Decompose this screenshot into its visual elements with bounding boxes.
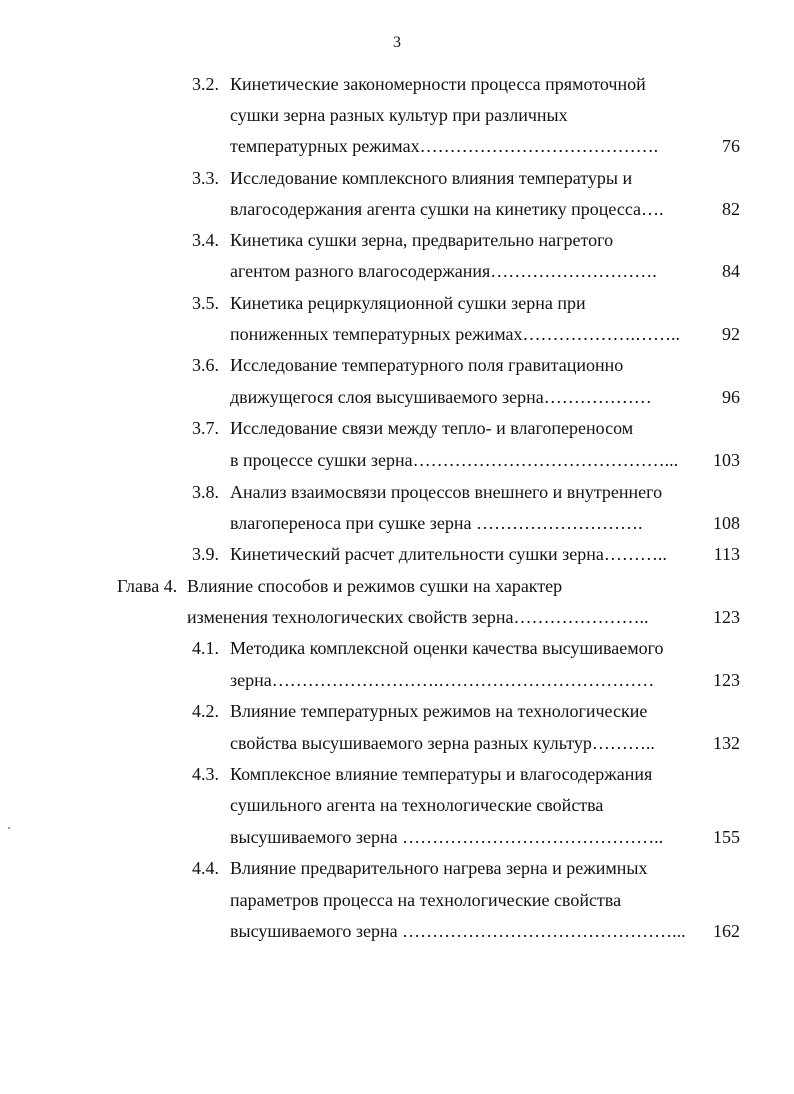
scan-speck [8, 827, 10, 829]
entry-title-line: Влияние температурных режимов на технологические [230, 701, 648, 721]
toc-entry-3-6 [0, 353, 794, 377]
toc-entry-line [0, 793, 794, 817]
toc-entry-4-3 [0, 762, 794, 786]
toc-entry-3-9 [0, 542, 794, 566]
toc-entry-line [0, 731, 794, 755]
toc-entry-line [0, 825, 794, 849]
entry-title-line: в процессе сушки зерна……………………………………... [230, 450, 679, 470]
entry-page: 155 [713, 827, 740, 847]
entry-page: 96 [722, 387, 740, 407]
entry-page: 113 [713, 544, 740, 564]
entry-number: 3.4. [192, 230, 219, 250]
toc-chapter-4 [0, 574, 794, 598]
toc-entry-line [0, 448, 794, 472]
entry-title-line: параметров процесса на технологические свойства [230, 890, 622, 910]
toc-entry-line [0, 605, 794, 629]
entry-title-line: влагопереноса при сушке зерна ………………………. [230, 513, 643, 533]
chapter-number: Глава 4. [117, 576, 178, 596]
entry-title-line: Исследование связи между тепло- и влагопереносом [230, 418, 634, 438]
entry-title-line: температурных режимах…………………………………. [230, 136, 659, 156]
entry-title-line: движущегося слоя высушиваемого зерна……………… [230, 387, 652, 407]
entry-page: 132 [713, 733, 740, 753]
toc-entry-line [0, 197, 794, 221]
entry-page: 162 [713, 921, 740, 941]
toc-entry-4-4 [0, 856, 794, 880]
toc-entry-line [0, 888, 794, 912]
entry-title-line: Методика комплексной оценки качества высушиваемого [230, 638, 664, 658]
toc-entry-line [0, 259, 794, 283]
entry-title-line: Кинетические закономерности процесса прямоточной [230, 74, 646, 94]
entry-page: 82 [722, 199, 740, 219]
entry-title-line: сушки зерна разных культур при различных [230, 105, 568, 125]
chapter-title-line: изменения технологических свойств зерна………………….. [187, 607, 649, 627]
entry-number: 3.3. [192, 168, 219, 188]
entry-title-line: сушильного агента на технологические свойства [230, 795, 604, 815]
entry-title-line: Анализ взаимосвязи процессов внешнего и внутреннего [230, 482, 663, 502]
toc-entry-4-2 [0, 699, 794, 723]
entry-title-line: Кинетика сушки зерна, предварительно нагретого [230, 230, 614, 250]
entry-page: 76 [722, 136, 740, 156]
entry-number: 3.2. [192, 74, 219, 94]
toc-entry-line [0, 385, 794, 409]
toc-entry-3-7 [0, 416, 794, 440]
toc-entry-3-4 [0, 228, 794, 252]
entry-title-line: Кинетический расчет длительности сушки зерна……….. [230, 544, 667, 564]
page-number: 3 [393, 34, 401, 51]
toc-entry-line [0, 919, 794, 943]
entry-number: 3.7. [192, 418, 219, 438]
entry-page: 92 [722, 324, 740, 344]
entry-title-line: Исследование комплексного влияния температуры и [230, 168, 633, 188]
entry-number: 3.6. [192, 355, 219, 375]
toc-entry-line [0, 668, 794, 692]
entry-title-line: высушиваемого зерна ………………………………………... [230, 921, 686, 941]
entry-page: 123 [713, 670, 740, 690]
entry-title-line: Комплексное влияние температуры и влагосодержания [230, 764, 653, 784]
entry-title-line: зерна……………………….……………………………… [230, 670, 655, 690]
toc-entry-3-3 [0, 166, 794, 190]
toc-entry-3-2 [0, 72, 794, 96]
entry-number: 4.1. [192, 638, 219, 658]
entry-page: 84 [722, 261, 740, 281]
entry-title-line: Исследование температурного поля гравитационно [230, 355, 624, 375]
toc-entry-3-5 [0, 291, 794, 315]
entry-title-line: высушиваемого зерна …………………………………….. [230, 827, 664, 847]
toc-entry-line [0, 103, 794, 127]
chapter-title-line: Влияние способов и режимов сушки на характер [187, 576, 563, 596]
entry-number: 4.3. [192, 764, 219, 784]
entry-title-line: пониженных температурных режимах……………….…….. [230, 324, 681, 344]
entry-title-line: Кинетика рециркуляционной сушки зерна при [230, 293, 586, 313]
entry-title-line: свойства высушиваемого зерна разных культур……….. [230, 733, 655, 753]
entry-title-line: влагосодержания агента сушки на кинетику процесса…. [230, 199, 664, 219]
entry-number: 4.2. [192, 701, 219, 721]
toc-entry-line [0, 322, 794, 346]
entry-page: 108 [713, 513, 740, 533]
toc-entry-line [0, 134, 794, 158]
entry-page: 123 [713, 607, 740, 627]
entry-number: 4.4. [192, 858, 219, 878]
toc-entry-3-8 [0, 480, 794, 504]
entry-title-line: Влияние предварительного нагрева зерна и режимных [230, 858, 648, 878]
toc-entry-4-1 [0, 636, 794, 660]
entry-number: 3.5. [192, 293, 219, 313]
entry-page: 103 [713, 450, 740, 470]
entry-title-line: агентом разного влагосодержания………………………. [230, 261, 657, 281]
entry-number: 3.9. [192, 544, 219, 564]
toc-entry-line [0, 511, 794, 535]
entry-number: 3.8. [192, 482, 219, 502]
